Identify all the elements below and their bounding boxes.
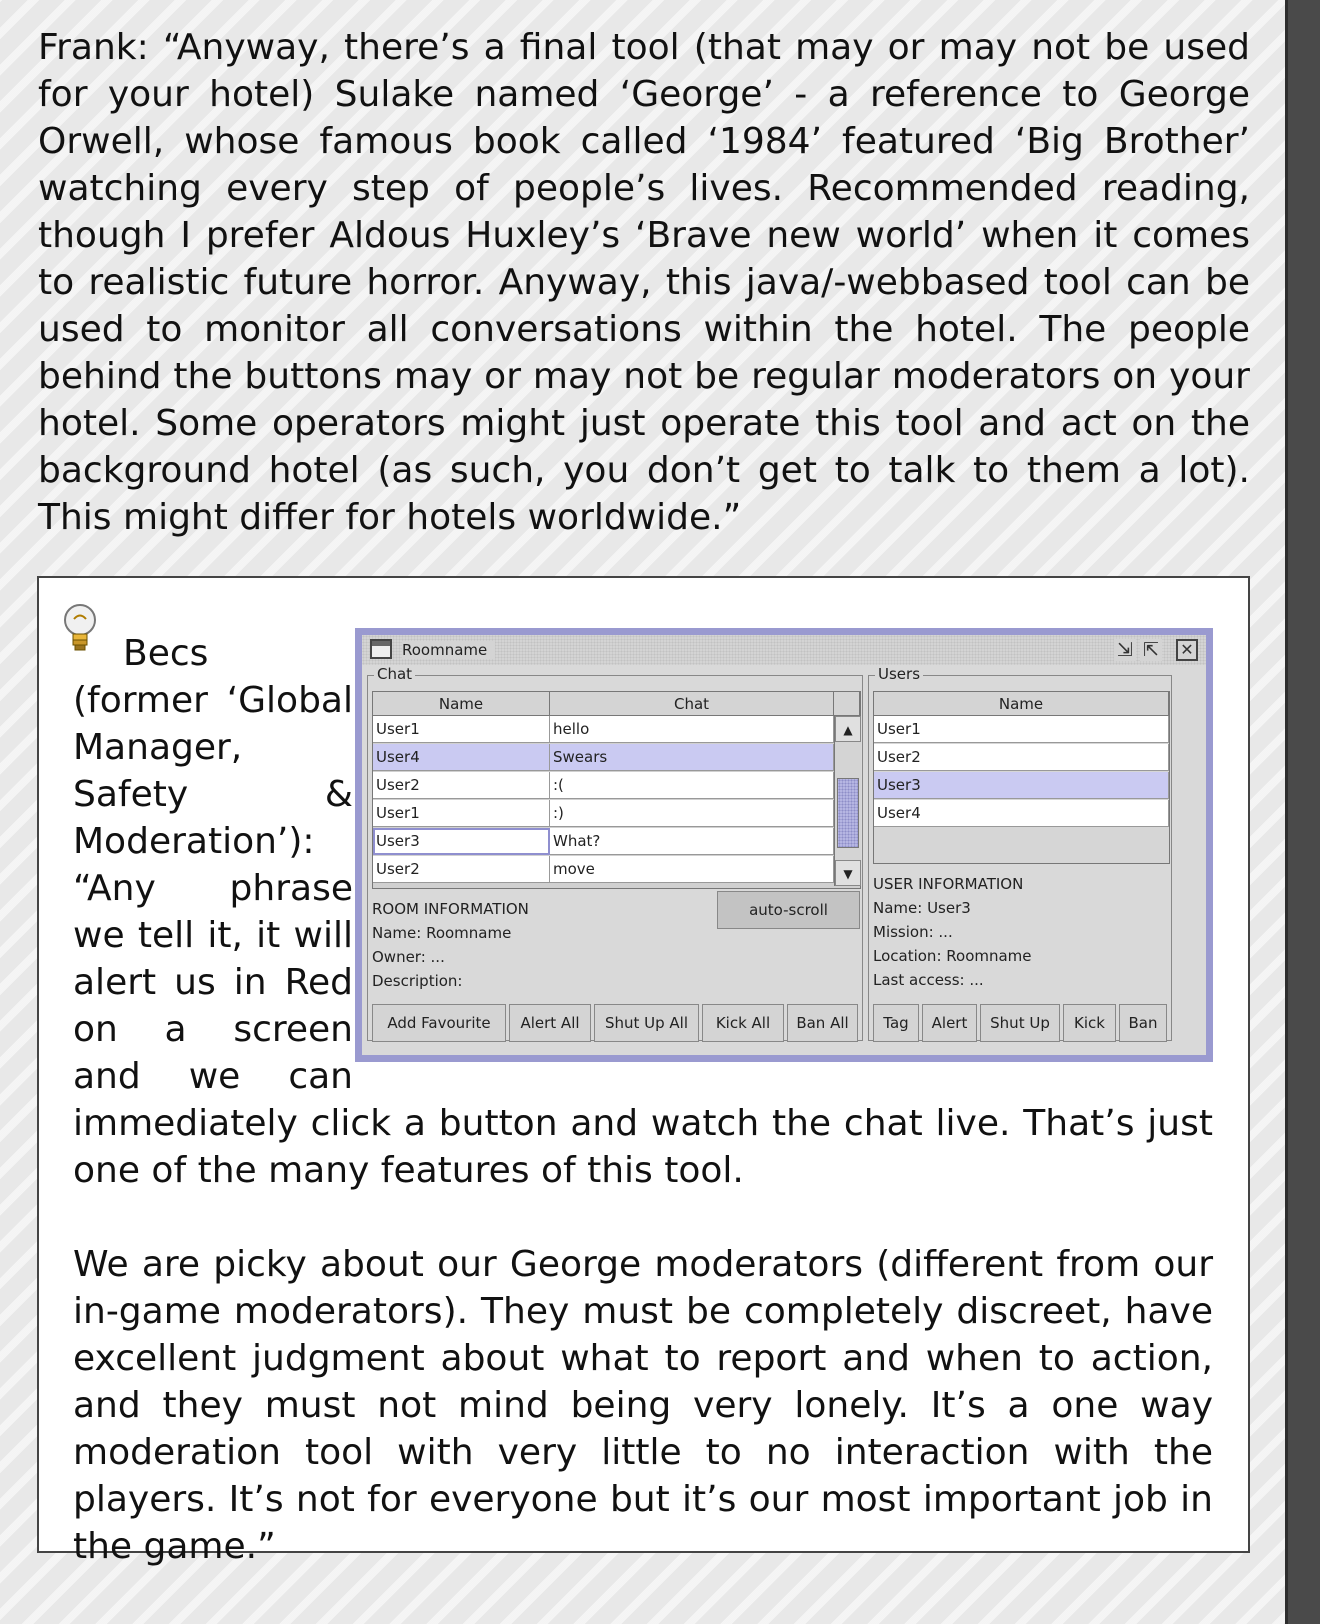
chat-row-name: User2 [373, 772, 550, 799]
user-info-mission: Mission: ... [873, 923, 953, 941]
alert-all-button[interactable]: Alert All [509, 1004, 591, 1042]
ban-all-button[interactable]: Ban All [787, 1004, 858, 1042]
list-item[interactable] [874, 800, 1169, 828]
chat-row-message: move [550, 856, 834, 883]
user-name: User1 [874, 716, 1169, 743]
table-row[interactable] [373, 800, 834, 828]
quote-paragraph-2: We are picky about our George moderators (different from our in-game moderators). They must be completely discreet, have excellent judgment about what to report and when to action, and they must not mind being very lonely. It’s a one way moderation tool with very little to no interaction with the players. It’s not for everyone but it’s our most important job in the game.” [73, 1244, 1213, 1567]
list-item[interactable] [874, 744, 1169, 772]
chat-scrollbar[interactable] [834, 716, 861, 886]
room-info-name: Name: Roomname [372, 924, 512, 942]
table-row[interactable] [373, 716, 834, 744]
maximize-icon[interactable]: ⇱ [1140, 639, 1162, 661]
alert-button[interactable]: Alert [922, 1004, 977, 1042]
room-info-owner: Owner: ... [372, 948, 445, 966]
minimize-icon[interactable]: ⇲ [1114, 639, 1136, 661]
list-item-selected[interactable] [874, 772, 1169, 800]
close-icon[interactable]: ✕ [1176, 639, 1198, 661]
room-info-description: Description: [372, 972, 463, 990]
scroll-up-icon[interactable]: ▲ [835, 716, 861, 742]
tag-button[interactable]: Tag [873, 1004, 919, 1042]
chat-row-name: User2 [373, 856, 550, 883]
chat-row-message: hello [550, 716, 834, 743]
window-titlebar[interactable] [362, 635, 1206, 665]
user-name: User2 [874, 744, 1169, 771]
chat-row-message: :) [550, 800, 834, 827]
auto-scroll-button[interactable]: auto-scroll [717, 891, 860, 929]
room-info-heading: ROOM INFORMATION [372, 900, 529, 918]
user-info-heading: USER INFORMATION [873, 875, 1024, 893]
shut-up-button[interactable]: Shut Up [980, 1004, 1060, 1042]
table-row[interactable] [373, 856, 834, 884]
chat-row-name: User4 [373, 744, 550, 771]
chat-row-message: What? [550, 828, 834, 855]
user-info-location: Location: Roomname [873, 947, 1032, 965]
table-row[interactable] [373, 772, 834, 800]
chat-row-name: User1 [373, 716, 550, 743]
add-favourite-button[interactable]: Add Favourite [372, 1004, 506, 1042]
kick-all-button[interactable]: Kick All [702, 1004, 784, 1042]
chat-row-message: Swears [550, 744, 834, 771]
room-info [372, 897, 529, 993]
chat-group-label: Chat [374, 665, 415, 683]
chat-column-chat[interactable]: Chat [550, 692, 834, 716]
scroll-down-icon[interactable]: ▼ [835, 860, 861, 886]
shut-up-all-button[interactable]: Shut Up All [594, 1004, 699, 1042]
list-item[interactable] [874, 716, 1169, 744]
table-row-selected[interactable] [373, 744, 834, 772]
user-info [873, 872, 1032, 992]
chat-row-name: User1 [373, 800, 550, 827]
users-group-label: Users [875, 665, 923, 683]
window-title: Roomname [402, 641, 495, 659]
page-edge-bar [1285, 0, 1320, 1624]
user-info-name: Name: User3 [873, 899, 971, 917]
table-row[interactable] [373, 828, 834, 856]
user-name: User4 [874, 800, 1169, 827]
chat-column-name[interactable]: Name [373, 692, 550, 716]
ban-button[interactable]: Ban [1119, 1004, 1167, 1042]
george-tool-window [355, 628, 1213, 1062]
quote-paragraph-1: Becs (former ‘Global Manager, Safety & Moderation’): “Any phrase we tell it, it will alert us in Red on a screen and we can immediately click a button and watch the chat live. That’s just one of the many features of this tool. [73, 633, 1213, 1191]
window-app-icon [370, 639, 392, 659]
intro-paragraph: Frank: “Anyway, there’s a final tool (that may or may not be used for your hotel) Sulake named ‘George’ - a reference to George Orwell, whose famous book called ‘1984’ featured ‘Big Brother’ watching every step of people’s lives. Recommended reading, though I prefer Aldous Huxley’s ‘Brave new world’ when it comes to realistic future horror. Anyway, this java/-webbased tool can be used to monitor all conversations within the hotel. The people behind the buttons may or may not be regular moderators on your hotel. Some operators might just operate this tool and act on the background hotel (as such, you don’t get to talk to them a lot). This might differ for hotels worldwide.” [38, 27, 1250, 538]
chat-row-name: User3 [373, 828, 550, 855]
chat-column-corner [834, 692, 860, 716]
users-table [873, 691, 1170, 864]
kick-button[interactable]: Kick [1063, 1004, 1116, 1042]
user-info-last-access: Last access: ... [873, 971, 984, 989]
chat-row-message: :( [550, 772, 834, 799]
scroll-thumb[interactable] [837, 778, 859, 848]
chat-table [372, 691, 861, 889]
users-column-name[interactable]: Name [874, 692, 1169, 716]
user-name: User3 [874, 772, 1169, 799]
